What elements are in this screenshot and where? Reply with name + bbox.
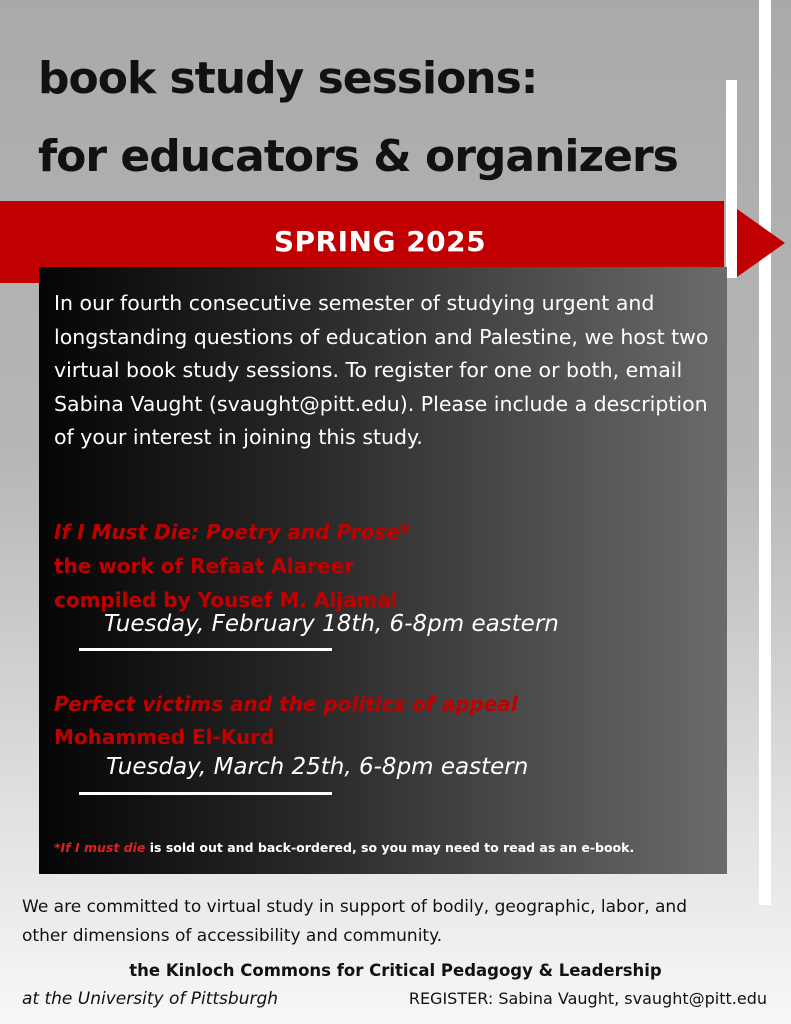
book-compiler-1: compiled by Yousef M. Aljamal <box>54 588 398 612</box>
organization-name: the Kinloch Commons for Critical Pedagogy & Leadership <box>129 961 662 980</box>
book-author-1: the work of Refaat Alareer <box>54 554 354 578</box>
book-author-2: Mohammed El-Kurd <box>54 725 275 749</box>
date-underline <box>79 648 332 651</box>
note-text: is sold out and back-ordered, so you may need to read as an e-book. <box>145 840 635 855</box>
title-line-2: for educators & organizers <box>38 131 678 182</box>
book-entry-1 <box>54 515 410 617</box>
intro-text: In our fourth consecutive semester of studying urgent and longstanding questions of education and Palestine, we host two virtual book study sessions. To register for one or both, email Sabina Vaught (svaught@pitt.edu). Please include a description of your interest in joining this study. <box>54 291 709 449</box>
availability-note <box>54 840 634 855</box>
accessibility-statement: We are committed to virtual study in support of bodily, geographic, labor, and other dimensions of accessibility and community. <box>22 897 687 946</box>
page-title <box>38 40 678 196</box>
title-line-1: book study sessions: <box>38 53 538 104</box>
session-date-1: Tuesday, February 18th, 6-8pm eastern <box>104 611 559 637</box>
session-date-2: Tuesday, March 25th, 6-8pm eastern <box>106 754 529 780</box>
book-title-2: Perfect victims and the politics of appeal <box>54 692 518 716</box>
season-label: SPRING 2025 <box>273 225 487 258</box>
decorative-vertical-line <box>759 0 771 905</box>
register-contact: REGISTER: Sabina Vaught, svaught@pitt.edu <box>408 989 767 1008</box>
book-entry-2 <box>54 688 518 754</box>
note-highlight: *If I must die <box>54 840 146 855</box>
date-underline <box>79 792 332 795</box>
university-name: at the University of Pittsburgh <box>22 989 279 1009</box>
book-title-1: If I Must Die: Poetry and Prose* <box>54 520 411 544</box>
